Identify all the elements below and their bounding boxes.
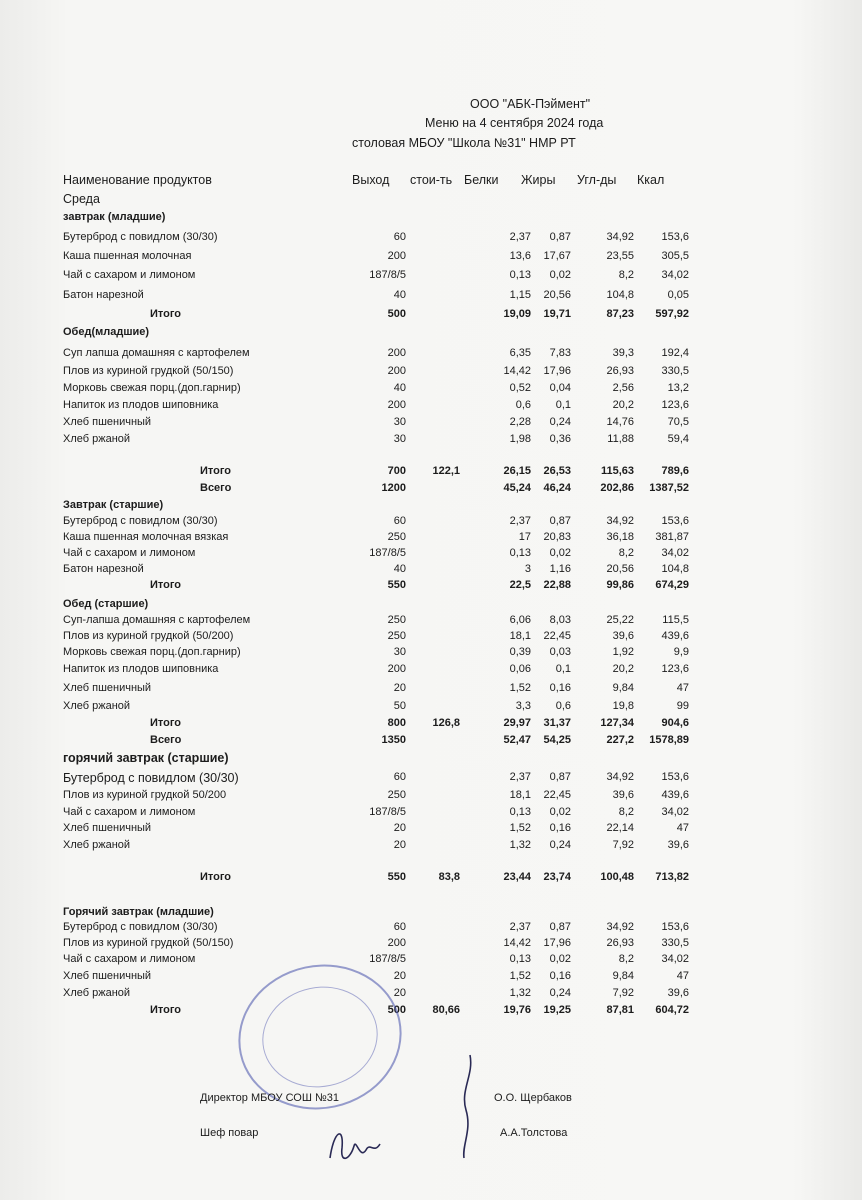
kcal-cell: 330,5 — [661, 937, 689, 949]
dish-name: Бутерброд с повидлом (30/30) — [63, 921, 218, 933]
protein-cell: 22,5 — [509, 579, 531, 591]
protein-cell: 1,52 — [509, 682, 531, 694]
grand-total-row — [0, 734, 862, 750]
fat-cell: 0,87 — [549, 921, 571, 933]
fat-cell: 23,74 — [543, 871, 571, 883]
dish-name: Чай с сахаром и лимоном — [63, 269, 196, 281]
kcal-cell: 0,05 — [667, 289, 689, 301]
kcal-cell: 59,4 — [667, 433, 689, 445]
col-kcal-header: Ккал — [637, 173, 665, 187]
col-output-header: Выход — [352, 173, 390, 187]
carbs-cell: 2,56 — [612, 382, 634, 394]
carbs-cell: 34,92 — [606, 921, 634, 933]
fat-cell: 0,03 — [549, 646, 571, 658]
fat-cell: 0,02 — [549, 806, 571, 818]
carbs-cell: 9,84 — [612, 682, 634, 694]
output-cell: 550 — [387, 579, 406, 591]
table-row — [0, 987, 862, 1003]
table-row — [0, 250, 862, 266]
output-cell: 187/8/5 — [369, 547, 406, 559]
total-row — [0, 465, 862, 481]
fat-cell: 20,83 — [543, 531, 571, 543]
protein-cell: 2,37 — [509, 921, 531, 933]
output-cell: 250 — [387, 789, 406, 801]
output-cell: 200 — [387, 663, 406, 675]
fat-cell: 0,24 — [549, 987, 571, 999]
output-cell: 60 — [393, 921, 406, 933]
dish-name: Плов из куриной грудкой 50/200 — [63, 789, 227, 801]
total-label: Итого — [150, 717, 182, 729]
col-cost-header: стои-ть — [410, 173, 453, 187]
output-cell: 60 — [393, 771, 406, 783]
output-cell: 250 — [387, 614, 406, 626]
director-title: Директор МБОУ СОШ №31 — [200, 1092, 340, 1104]
output-cell: 187/8/5 — [369, 953, 406, 965]
table-row — [0, 822, 862, 838]
dish-name: Морковь свежая порц.(доп.гарнир) — [63, 646, 241, 658]
carbs-cell: 227,2 — [606, 734, 634, 746]
fat-cell: 0,02 — [549, 953, 571, 965]
protein-cell: 1,98 — [509, 433, 531, 445]
carbs-cell: 20,2 — [612, 399, 634, 411]
carbs-cell: 8,2 — [618, 269, 634, 281]
total-row — [0, 579, 862, 595]
carbs-cell: 26,93 — [606, 365, 634, 377]
carbs-cell: 20,56 — [606, 563, 634, 575]
dish-name: Напиток из плодов шиповника — [63, 399, 219, 411]
output-cell: 20 — [393, 839, 406, 851]
kcal-cell: 70,5 — [667, 416, 689, 428]
output-cell: 550 — [387, 871, 406, 883]
table-row — [0, 614, 862, 630]
carbs-cell: 202,86 — [600, 482, 634, 494]
fat-cell: 0,24 — [549, 416, 571, 428]
fat-cell: 1,16 — [549, 563, 571, 575]
canteen-name: столовая МБОУ "Школа №31" НМР РТ — [352, 136, 576, 150]
fat-cell: 17,67 — [543, 250, 571, 262]
total-label: Итого — [150, 579, 182, 591]
kcal-cell: 1578,89 — [649, 734, 689, 746]
carbs-cell: 104,8 — [606, 289, 634, 301]
fat-cell: 54,25 — [543, 734, 571, 746]
output-cell: 60 — [393, 515, 406, 527]
kcal-cell: 47 — [676, 970, 689, 982]
kcal-cell: 597,92 — [655, 308, 689, 320]
dish-name: Бутерброд с повидлом (30/30) — [63, 515, 218, 527]
carbs-cell: 8,2 — [618, 806, 634, 818]
protein-cell: 26,15 — [503, 465, 531, 477]
carbs-cell: 19,8 — [612, 700, 634, 712]
kcal-cell: 34,02 — [661, 269, 689, 281]
chef-title: Шеф повар — [200, 1127, 259, 1139]
protein-cell: 1,32 — [509, 987, 531, 999]
fat-cell: 0,6 — [555, 700, 571, 712]
output-cell: 20 — [393, 970, 406, 982]
output-cell: 250 — [387, 630, 406, 642]
dish-name: Бутерброд с повидлом (30/30) — [63, 771, 239, 785]
table-row — [0, 531, 862, 547]
day-label: Среда — [63, 192, 100, 206]
carbs-cell: 39,3 — [612, 347, 634, 359]
kcal-cell: 47 — [676, 822, 689, 834]
table-row — [0, 382, 862, 398]
carbs-cell: 36,18 — [606, 531, 634, 543]
fat-cell: 19,71 — [543, 308, 571, 320]
table-row — [0, 921, 862, 937]
carbs-cell: 99,86 — [606, 579, 634, 591]
col-protein-header: Белки — [464, 173, 499, 187]
carbs-cell: 9,84 — [612, 970, 634, 982]
dish-name: Хлеб пшеничный — [63, 416, 152, 428]
cost-cell: 126,8 — [432, 717, 460, 729]
kcal-cell: 13,2 — [667, 382, 689, 394]
carbs-cell: 115,63 — [600, 465, 634, 477]
cost-cell: 83,8 — [438, 871, 460, 883]
protein-cell: 0,13 — [509, 269, 531, 281]
protein-cell: 1,15 — [509, 289, 531, 301]
table-row — [0, 953, 862, 969]
output-cell: 200 — [387, 365, 406, 377]
carbs-cell: 87,23 — [606, 308, 634, 320]
fat-cell: 0,87 — [549, 515, 571, 527]
kcal-cell: 153,6 — [661, 921, 689, 933]
output-cell: 250 — [387, 531, 406, 543]
output-cell: 60 — [393, 231, 406, 243]
carbs-cell: 34,92 — [606, 771, 634, 783]
table-row — [0, 663, 862, 679]
table-row — [0, 806, 862, 822]
fat-cell: 0,1 — [555, 663, 571, 675]
carbs-cell: 127,34 — [600, 717, 634, 729]
section-title: Обед(младшие) — [63, 326, 150, 338]
carbs-cell: 14,76 — [606, 416, 634, 428]
carbs-cell: 11,88 — [607, 433, 634, 445]
kcal-cell: 904,6 — [661, 717, 689, 729]
total-label: Итого — [150, 1004, 182, 1016]
kcal-cell: 192,4 — [661, 347, 689, 359]
fat-cell: 17,96 — [543, 937, 571, 949]
total-label: Итого — [150, 308, 182, 320]
table-row — [0, 347, 862, 363]
fat-cell: 31,37 — [543, 717, 571, 729]
carbs-cell: 22,14 — [606, 822, 634, 834]
kcal-cell: 153,6 — [661, 231, 689, 243]
fat-cell: 17,96 — [543, 365, 571, 377]
fat-cell: 22,88 — [543, 579, 571, 591]
director-signature — [452, 1050, 482, 1160]
carbs-cell: 23,55 — [606, 250, 634, 262]
output-cell: 40 — [393, 289, 406, 301]
carbs-cell: 26,93 — [606, 937, 634, 949]
section-title: горячий завтрак (старшие) — [63, 751, 229, 765]
kcal-cell: 104,8 — [661, 563, 689, 575]
fat-cell: 0,02 — [549, 547, 571, 559]
carbs-cell: 34,92 — [606, 231, 634, 243]
protein-cell: 0,52 — [509, 382, 531, 394]
kcal-cell: 713,82 — [655, 871, 689, 883]
protein-cell: 23,44 — [503, 871, 531, 883]
protein-cell: 2,28 — [509, 416, 531, 428]
col-fat-header: Жиры — [521, 173, 556, 187]
table-row — [0, 416, 862, 432]
fat-cell: 0,1 — [555, 399, 571, 411]
protein-cell: 2,37 — [509, 771, 531, 783]
output-cell: 187/8/5 — [369, 806, 406, 818]
output-cell: 200 — [387, 399, 406, 411]
output-cell: 40 — [393, 563, 406, 575]
fat-cell: 22,45 — [543, 630, 571, 642]
kcal-cell: 153,6 — [661, 771, 689, 783]
protein-cell: 3,3 — [515, 700, 531, 712]
dish-name: Батон нарезной — [63, 289, 144, 301]
table-row — [0, 547, 862, 563]
menu-date: Меню на 4 сентября 2024 года — [425, 116, 604, 130]
carbs-cell: 25,22 — [606, 614, 634, 626]
protein-cell: 17 — [518, 531, 531, 543]
output-cell: 30 — [393, 646, 406, 658]
table-row — [0, 839, 862, 855]
carbs-cell: 7,92 — [612, 839, 634, 851]
output-cell: 500 — [387, 308, 406, 320]
fat-cell: 0,87 — [549, 771, 571, 783]
kcal-cell: 34,02 — [661, 953, 689, 965]
dish-name: Хлеб ржаной — [63, 700, 131, 712]
carbs-cell: 1,92 — [612, 646, 634, 658]
dish-name: Чай с сахаром и лимоном — [63, 953, 196, 965]
dish-name: Хлеб пшеничный — [63, 682, 152, 694]
output-cell: 200 — [387, 347, 406, 359]
table-row — [0, 937, 862, 953]
kcal-cell: 34,02 — [661, 806, 689, 818]
table-row — [0, 433, 862, 449]
kcal-cell: 39,6 — [667, 839, 689, 851]
output-cell: 500 — [387, 1004, 406, 1016]
kcal-cell: 1387,52 — [649, 482, 689, 494]
kcal-cell: 39,6 — [667, 987, 689, 999]
carbs-cell: 8,2 — [618, 953, 634, 965]
dish-name: Суп лапша домашняя с картофелем — [63, 347, 250, 359]
kcal-cell: 381,87 — [655, 531, 689, 543]
dish-name: Каша пшенная молочная вязкая — [63, 531, 229, 543]
table-row — [0, 515, 862, 531]
kcal-cell: 99 — [676, 700, 689, 712]
fat-cell: 46,24 — [543, 482, 571, 494]
total-label: Итого — [200, 465, 232, 477]
table-row — [0, 269, 862, 285]
protein-cell: 0,39 — [509, 646, 531, 658]
protein-cell: 13,6 — [509, 250, 531, 262]
carbs-cell: 39,6 — [612, 630, 634, 642]
table-row — [0, 970, 862, 986]
chef-signature — [320, 1120, 390, 1170]
protein-cell: 29,97 — [503, 717, 531, 729]
kcal-cell: 123,6 — [661, 399, 689, 411]
protein-cell: 0,6 — [515, 399, 531, 411]
table-row — [0, 646, 862, 662]
protein-cell: 2,37 — [509, 231, 531, 243]
table-row — [0, 365, 862, 381]
dish-name: Чай с сахаром и лимоном — [63, 547, 196, 559]
protein-cell: 1,32 — [509, 839, 531, 851]
protein-cell: 1,52 — [509, 822, 531, 834]
table-row — [0, 289, 862, 305]
dish-name: Хлеб ржаной — [63, 839, 131, 851]
protein-cell: 52,47 — [503, 734, 531, 746]
table-row — [0, 682, 862, 698]
output-cell: 200 — [387, 250, 406, 262]
output-cell: 40 — [393, 382, 406, 394]
dish-name: Батон нарезной — [63, 563, 144, 575]
carbs-cell: 20,2 — [612, 663, 634, 675]
kcal-cell: 439,6 — [661, 789, 689, 801]
fat-cell: 0,02 — [549, 269, 571, 281]
fat-cell: 8,03 — [549, 614, 571, 626]
total-label: Итого — [200, 871, 232, 883]
fat-cell: 20,56 — [543, 289, 571, 301]
protein-cell: 3 — [524, 563, 531, 575]
protein-cell: 0,13 — [509, 953, 531, 965]
dish-name: Чай с сахаром и лимоном — [63, 806, 196, 818]
fat-cell: 26,53 — [543, 465, 571, 477]
org-name: ООО "АБК-Пэймент" — [470, 97, 591, 111]
kcal-cell: 439,6 — [661, 630, 689, 642]
grand-total-label: Всего — [150, 734, 182, 746]
dish-name: Хлеб пшеничный — [63, 970, 152, 982]
protein-cell: 1,52 — [509, 970, 531, 982]
kcal-cell: 153,6 — [661, 515, 689, 527]
table-row — [0, 771, 862, 787]
fat-cell: 0,16 — [549, 970, 571, 982]
chef-name: А.А.Толстова — [500, 1127, 568, 1139]
protein-cell: 19,09 — [503, 308, 531, 320]
kcal-cell: 115,5 — [662, 614, 689, 626]
total-row — [0, 717, 862, 733]
output-cell: 30 — [393, 433, 406, 445]
section-title: завтрак (младшие) — [63, 211, 166, 223]
kcal-cell: 47 — [676, 682, 689, 694]
col-carbs-header: Угл-ды — [577, 173, 617, 187]
dish-name: Бутерброд с повидлом (30/30) — [63, 231, 218, 243]
fat-cell: 0,87 — [549, 231, 571, 243]
kcal-cell: 123,6 — [661, 663, 689, 675]
carbs-cell: 8,2 — [618, 547, 634, 559]
dish-name: Плов из куриной грудкой (50/150) — [63, 365, 234, 377]
table-row — [0, 563, 862, 579]
protein-cell: 2,37 — [509, 515, 531, 527]
carbs-cell: 87,81 — [606, 1004, 634, 1016]
table-row — [0, 399, 862, 415]
dish-name: Плов из куриной грудкой (50/200) — [63, 630, 234, 642]
protein-cell: 6,06 — [509, 614, 531, 626]
carbs-cell: 39,6 — [612, 789, 634, 801]
kcal-cell: 789,6 — [661, 465, 689, 477]
kcal-cell: 330,5 — [661, 365, 689, 377]
total-row — [0, 871, 862, 887]
kcal-cell: 9,9 — [673, 646, 689, 658]
total-row — [0, 1004, 862, 1020]
fat-cell: 22,45 — [543, 789, 571, 801]
fat-cell: 0,36 — [549, 433, 571, 445]
dish-name: Каша пшенная молочная — [63, 250, 192, 262]
protein-cell: 0,13 — [509, 806, 531, 818]
protein-cell: 6,35 — [509, 347, 531, 359]
kcal-cell: 604,72 — [655, 1004, 689, 1016]
output-cell: 1200 — [381, 482, 406, 494]
protein-cell: 0,13 — [509, 547, 531, 559]
col-name-header: Наименование продуктов — [63, 173, 212, 187]
output-cell: 187/8/5 — [369, 269, 406, 281]
dish-name: Хлеб пшеничный — [63, 822, 152, 834]
fat-cell: 0,16 — [549, 822, 571, 834]
protein-cell: 18,1 — [509, 789, 531, 801]
cost-cell: 80,66 — [432, 1004, 460, 1016]
output-cell: 30 — [393, 416, 406, 428]
table-row — [0, 630, 862, 646]
fat-cell: 0,16 — [549, 682, 571, 694]
section-title: Обед (старшие) — [63, 598, 149, 610]
protein-cell: 0,06 — [509, 663, 531, 675]
carbs-cell: 34,92 — [606, 515, 634, 527]
carbs-cell: 100,48 — [600, 871, 634, 883]
dish-name: Плов из куриной грудкой (50/150) — [63, 937, 234, 949]
protein-cell: 45,24 — [503, 482, 531, 494]
kcal-cell: 674,29 — [655, 579, 689, 591]
table-row — [0, 789, 862, 805]
protein-cell: 14,42 — [503, 365, 531, 377]
output-cell: 20 — [393, 822, 406, 834]
output-cell: 50 — [393, 700, 406, 712]
fat-cell: 19,25 — [543, 1004, 571, 1016]
output-cell: 200 — [387, 937, 406, 949]
grand-total-row — [0, 482, 862, 498]
fat-cell: 0,24 — [549, 839, 571, 851]
dish-name: Напиток из плодов шиповника — [63, 663, 219, 675]
dish-name: Хлеб ржаной — [63, 433, 131, 445]
section-title: Завтрак (старшие) — [63, 499, 164, 511]
dish-name: Хлеб ржаной — [63, 987, 131, 999]
director-name: О.О. Щербаков — [494, 1092, 572, 1104]
protein-cell: 18,1 — [509, 630, 531, 642]
carbs-cell: 7,92 — [612, 987, 634, 999]
output-cell: 700 — [387, 465, 406, 477]
cost-cell: 122,1 — [432, 465, 460, 477]
output-cell: 800 — [387, 717, 406, 729]
fat-cell: 0,04 — [549, 382, 571, 394]
kcal-cell: 305,5 — [661, 250, 689, 262]
protein-cell: 14,42 — [503, 937, 531, 949]
output-cell: 1350 — [381, 734, 406, 746]
fat-cell: 7,83 — [549, 347, 571, 359]
section-title: Горячий завтрак (младшие) — [63, 906, 214, 918]
dish-name: Морковь свежая порц.(доп.гарнир) — [63, 382, 241, 394]
protein-cell: 19,76 — [503, 1004, 531, 1016]
table-row — [0, 231, 862, 247]
table-row — [0, 700, 862, 716]
kcal-cell: 34,02 — [661, 547, 689, 559]
output-cell: 20 — [393, 987, 406, 999]
output-cell: 20 — [393, 682, 406, 694]
total-row — [0, 308, 862, 324]
dish-name: Суп-лапша домашняя с картофелем — [63, 614, 251, 626]
grand-total-label: Всего — [200, 482, 232, 494]
